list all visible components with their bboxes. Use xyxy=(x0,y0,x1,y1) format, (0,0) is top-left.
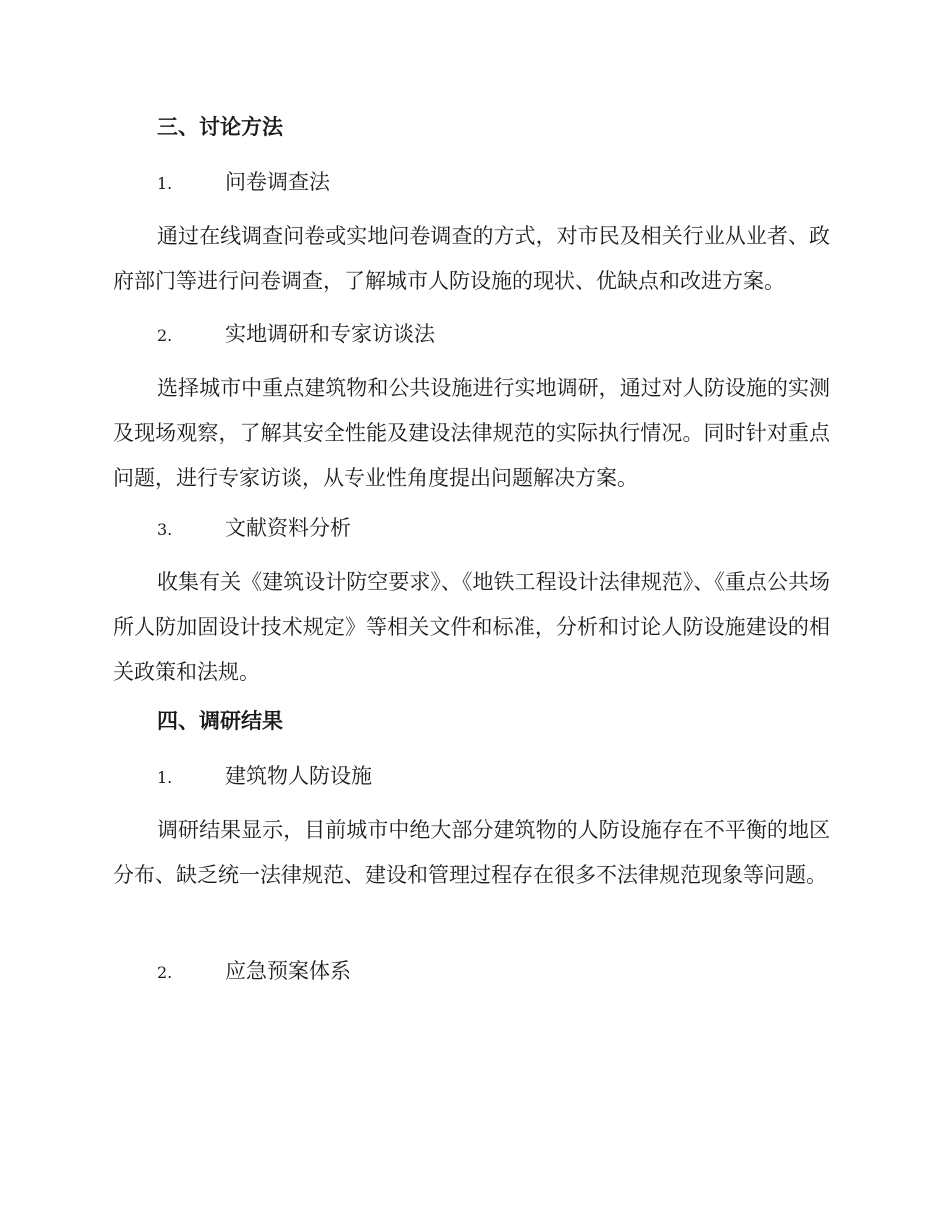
item-number: 1. xyxy=(157,768,173,787)
method-item-field-research xyxy=(157,322,435,348)
item-number: 1. xyxy=(157,174,173,193)
section-heading-discussion-methods: 三、讨论方法 xyxy=(157,114,283,139)
method-item-literature xyxy=(157,516,351,542)
item-title: 问卷调查法 xyxy=(225,170,330,194)
section-heading-research-results: 四、调研结果 xyxy=(157,708,283,733)
paragraph-literature: 收集有关《建筑设计防空要求》、《地铁工程设计法律规范》、《重点公共场所人防加固设计技术规定》等相关文件和标准，分析和讨论人防设施建设的相关政策和法规。 xyxy=(113,570,830,684)
item-title: 实地调研和专家访谈法 xyxy=(225,322,435,346)
item-number: 2. xyxy=(157,963,173,982)
item-title: 文献资料分析 xyxy=(225,516,351,540)
result-item-emergency-plan xyxy=(157,959,351,985)
item-title: 应急预案体系 xyxy=(225,959,351,983)
paragraph-field-research: 选择城市中重点建筑物和公共设施进行实地调研，通过对人防设施的实测及现场观察，了解其安全性能及建设法律规范的实际执行情况。同时针对重点问题，进行专家访谈，从专业性角度提出问题解决方案。 xyxy=(113,376,830,490)
paragraph-questionnaire: 通过在线调查问卷或实地问卷调查的方式，对市民及相关行业从业者、政府部门等进行问卷调查，了解城市人防设施的现状、优缺点和改进方案。 xyxy=(113,224,830,293)
item-number: 3. xyxy=(157,520,173,539)
item-number: 2. xyxy=(157,326,173,345)
paragraph-building-facilities: 调研结果显示，目前城市中绝大部分建筑物的人防设施存在不平衡的地区分布、缺乏统一法律规范、建设和管理过程存在很多不法律规范现象等问题。 xyxy=(113,818,830,887)
method-item-questionnaire xyxy=(157,170,330,196)
item-title: 建筑物人防设施 xyxy=(225,764,372,788)
result-item-building-facilities xyxy=(157,764,372,790)
